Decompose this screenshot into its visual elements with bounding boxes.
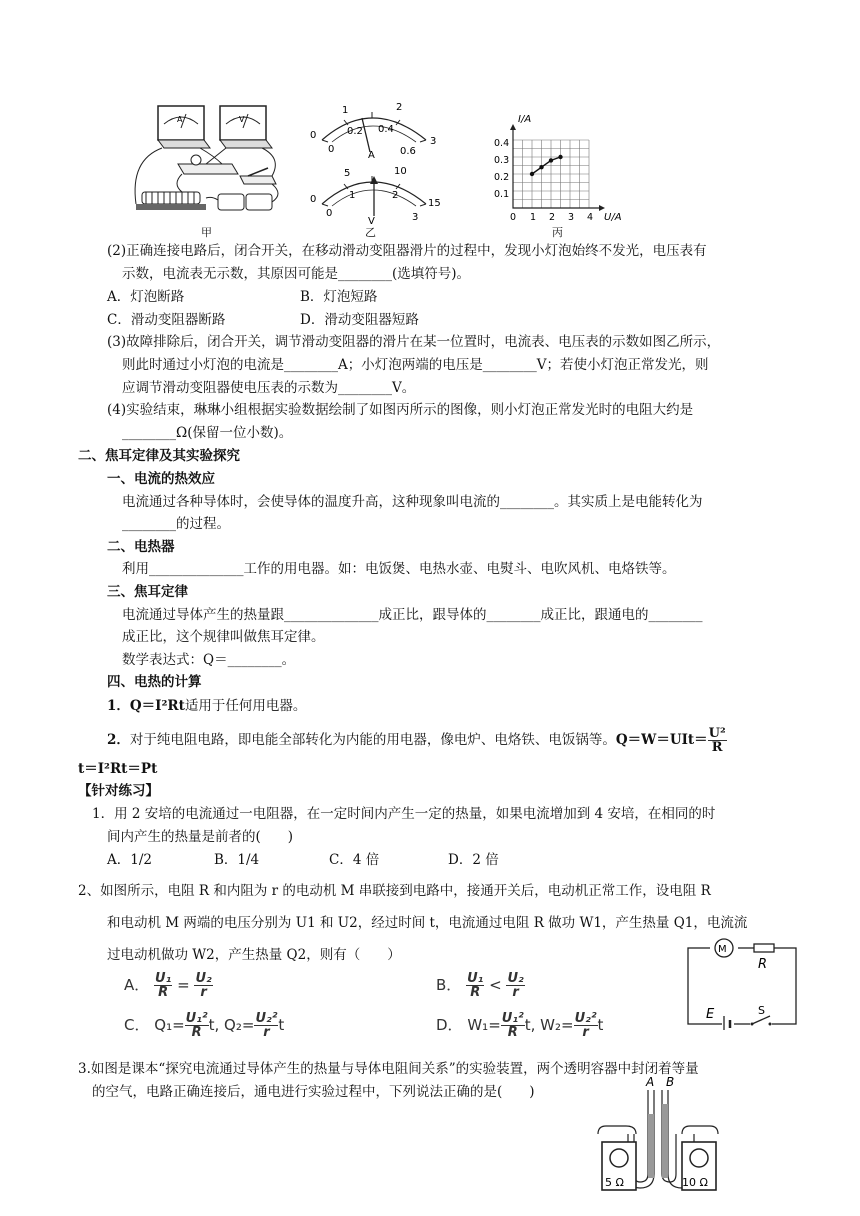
option-d-num-1: U₁² <box>501 1011 524 1026</box>
voltmeter-inner-1: 1 <box>349 190 356 201</box>
option-d-t1: t <box>524 1016 531 1034</box>
practice-q2-option-b <box>436 972 525 999</box>
q4-line1: (4)实验结束，琳琳小组根据实验数据绘制了如图丙所示的图像，则小灯泡正常发光时的电阻大约是 <box>107 402 694 418</box>
voltmeter-outer-1: 5 <box>344 168 351 179</box>
graph-data-point <box>549 158 553 162</box>
q2-option-b: B．灯泡短路 <box>300 289 378 305</box>
apparatus-resistor-5: 5 Ω <box>605 1176 624 1189</box>
calc-item-2 <box>107 724 727 756</box>
q2-option-c: C．滑动变阻器断路 <box>107 312 226 328</box>
ammeter-letter: A <box>177 115 183 124</box>
ammeter-inner-1: 0.2 <box>347 126 363 137</box>
graph-xtick-1: 1 <box>530 212 537 223</box>
option-d-letter: D． <box>436 1016 463 1034</box>
graph-ytick-3: 0.2 <box>494 172 510 183</box>
option-c-num-2: U₂² <box>255 1011 278 1026</box>
figure-bing-graph <box>492 112 642 224</box>
q3-line1: (3)故障排除后，闭合开关，调节滑动变阻器的滑片在某一位置时，电流表、电压表的示数如图乙所示， <box>107 334 721 350</box>
section2-para-3c: 数学表达式：Q＝________。 <box>122 652 296 668</box>
option-c-den-2: r <box>263 1025 270 1040</box>
figure-jia-circuit <box>122 100 292 225</box>
option-d-den-2: r <box>582 1025 589 1040</box>
apparatus-label-b: B <box>666 1075 675 1089</box>
practice-title: 【针对练习】 <box>78 783 159 799</box>
ammeter-outer-1: 1 <box>342 105 349 116</box>
calc-item-2-text: 对于纯电阻电路，即电能全部转化为内能的用电器，像电炉、电烙铁、电饭锅等。 <box>129 732 616 748</box>
option-a-letter: A． <box>124 976 150 994</box>
practice-q1-line1: 1．用 2 安培的电流通过一电阻器，在一定时间内产生一定的热量，如果电流增加到 4 安培，在相同的时 <box>92 806 716 822</box>
section2-heading-2: 二、电热器 <box>107 539 175 555</box>
option-b-num-1: U₁ <box>467 971 484 986</box>
voltmeter-inner-3: 3 <box>412 212 419 223</box>
graph-data-point <box>539 165 543 169</box>
q2-option-d: D．滑动变阻器短路 <box>300 312 419 328</box>
ammeter-inner-3: 0.6 <box>400 146 416 157</box>
option-b-num-2: U₂ <box>507 971 524 986</box>
fraction-denominator: R <box>711 740 723 755</box>
option-a-num-2: U₂ <box>195 971 212 986</box>
practice-q2-option-a <box>124 972 213 999</box>
option-a-eq: = <box>177 976 190 994</box>
option-c-t2: t <box>278 1016 285 1034</box>
q3-line3: 应调节滑动变阻器使电压表的示数为________V。 <box>122 380 416 396</box>
calc-item-2-continued: t＝I²Rt＝Pt <box>78 761 158 777</box>
practice-q1-option-a: A．1/2 <box>107 852 152 868</box>
voltmeter-outer-3: 15 <box>428 198 441 209</box>
practice-q1-option-c: C．4 倍 <box>329 852 380 868</box>
graph-y-arrow <box>510 124 516 130</box>
ammeter-inner-0: 0 <box>328 144 335 155</box>
apparatus-resistor-10: 10 Ω <box>682 1176 708 1189</box>
calc-item-2-fraction <box>708 727 727 754</box>
q2-line1: (2)正确连接电路后，闭合开关，在移动滑动变阻器滑片的过程中，发现小灯泡始终不发光，电压表有 <box>107 243 707 259</box>
voltmeter-inner-0: 0 <box>326 208 333 219</box>
option-a-den-1: R <box>158 985 169 1000</box>
section2-heading-4: 四、电热的计算 <box>107 674 202 690</box>
practice-q2-option-c <box>124 1012 284 1039</box>
circuit-motor-label: M <box>718 944 727 955</box>
voltmeter-letter: V <box>239 115 245 124</box>
ammeter-outer-2: 2 <box>396 102 403 113</box>
figure-yi-meters <box>304 98 454 228</box>
option-c-den-1: R <box>191 1025 202 1040</box>
option-d-num-2: U₂² <box>574 1011 597 1026</box>
option-b-den-2: r <box>512 985 519 1000</box>
calc-item-1-formula: Q＝I²Rt <box>129 698 185 714</box>
circuit-resistor-label: R <box>758 957 768 972</box>
practice-q1-line2: 间内产生的热量是前者的( ) <box>107 829 294 845</box>
fraction-numerator: U² <box>708 726 726 741</box>
apparatus-label-a: A <box>646 1075 655 1089</box>
figure-bing-label: 丙 <box>552 226 563 239</box>
practice-q3-line1: 3.如图是课本“探究电流通过导体产生的热量与导体电阻间关系”的实验装置，两个透明容器中封闭着等量 <box>78 1061 699 1077</box>
graph-xlabel: U/A <box>604 212 622 223</box>
voltmeter-outer-2: 10 <box>394 166 407 177</box>
option-a-num-1: U₁ <box>155 971 172 986</box>
figure-yi-label: 乙 <box>365 226 376 239</box>
graph-data-point <box>558 155 562 159</box>
option-b-letter: B． <box>436 976 462 994</box>
graph-ytick-1: 0.4 <box>494 138 510 149</box>
practice-q3-apparatus <box>596 1074 720 1192</box>
section2-para-3a: 电流通过导体产生的热量跟______________成正比，跟导体的________成正比，跟通电的________ <box>122 607 703 623</box>
practice-q2-option-d <box>436 1012 603 1039</box>
option-c-q2: , Q₂= <box>214 1016 255 1034</box>
option-a-den-2: r <box>200 985 207 1000</box>
practice-q1-option-d: D．2 倍 <box>448 852 499 868</box>
ammeter-outer-3: 3 <box>430 136 437 147</box>
graph-xtick-2: 2 <box>549 212 556 223</box>
section2-para-2: 利用______________工作的用电器。如：电饭煲、电热水壶、电熨斗、电吹风机、电烙铁等。 <box>122 561 676 577</box>
practice-q2-circuit <box>684 938 800 1030</box>
section2-heading-3: 三、焦耳定律 <box>107 584 188 600</box>
option-d-den-1: R <box>507 1025 518 1040</box>
ammeter-outer-0: 0 <box>310 130 317 141</box>
q2-option-a: A．灯泡断路 <box>107 289 185 305</box>
practice-q3-line2: 的空气，电路正确连接后，通电进行实验过程中，下列说法正确的是( ) <box>92 1084 535 1100</box>
circuit-switch-label: S <box>758 1004 765 1017</box>
practice-q2-line2: 和电动机 M 两端的电压分别为 U1 和 U2，经过时间 t，电流通过电阻 R 做功 W1，产生热量 Q1，电流流 <box>107 915 748 931</box>
graph-xtick-4: 4 <box>587 212 594 223</box>
section2-para-1a: 电流通过各种导体时，会使导体的温度升高，这种现象叫电流的________。其实质上是电能转化为 <box>122 494 703 510</box>
option-c-q1: Q₁= <box>154 1016 185 1034</box>
q2-line2: 示数，电流表无示数，其原因可能是________(选填符号)。 <box>122 266 471 282</box>
graph-x-arrow <box>599 205 605 211</box>
calc-item-2-num: 2． <box>107 732 130 748</box>
option-d-t2: t <box>597 1016 604 1034</box>
section2-title: 二、焦耳定律及其实验探究 <box>78 448 240 464</box>
option-b-lt: < <box>489 976 502 994</box>
option-d-w1: W₁= <box>467 1016 501 1034</box>
circuit-emf-label: E <box>706 1007 715 1022</box>
practice-q1-option-b: B．1/4 <box>214 852 260 868</box>
graph-ylabel: I/A <box>518 114 532 125</box>
voltmeter-unit: V <box>368 216 375 227</box>
calc-item-1-num: 1． <box>107 698 130 714</box>
graph-ytick-4: 0.1 <box>494 189 510 200</box>
practice-q2-line1: 2、如图所示，电阻 R 和内阻为 r 的电动机 M 串联接到电路中，接通开关后，电动机正常工作，设电阻 R <box>78 883 711 899</box>
graph-data-point <box>530 172 534 176</box>
section2-heading-1: 一、电流的热效应 <box>107 471 215 487</box>
voltmeter-outer-0: 0 <box>310 194 317 205</box>
graph-xtick-3: 3 <box>568 212 575 223</box>
voltmeter-inner-2: 2 <box>392 190 399 201</box>
calc-item-2-formula: Q＝W＝UIt＝ <box>615 732 708 748</box>
calc-item-1-text: 适用于任何用电器。 <box>184 698 307 714</box>
section2-para-3b: 成正比，这个规律叫做焦耳定律。 <box>122 629 325 645</box>
q3-line2: 则此时通过小灯泡的电流是________A；小灯泡两端的电压是________V；若使小灯泡正常发光，则 <box>122 357 709 373</box>
section2-para-1b: ________的过程。 <box>122 516 230 532</box>
graph-axes <box>513 126 603 208</box>
practice-q2-line3: 过电动机做功 W2，产生热量 Q2，则有（ ） <box>107 947 401 963</box>
option-d-w2: , W₂= <box>530 1016 574 1034</box>
graph-xtick-0: 0 <box>510 212 517 223</box>
option-b-den-1: R <box>470 985 481 1000</box>
option-c-t1: t <box>208 1016 215 1034</box>
ammeter-unit: A <box>368 150 375 161</box>
ammeter-inner-2: 0.4 <box>378 124 394 135</box>
figure-jia-label: 甲 <box>201 226 212 239</box>
option-c-letter: C． <box>124 1016 150 1034</box>
graph-ytick-2: 0.3 <box>494 155 510 166</box>
q4-line2: ________Ω(保留一位小数)。 <box>122 425 293 441</box>
calc-item-1 <box>107 697 306 715</box>
option-c-num-1: U₁² <box>185 1011 208 1026</box>
